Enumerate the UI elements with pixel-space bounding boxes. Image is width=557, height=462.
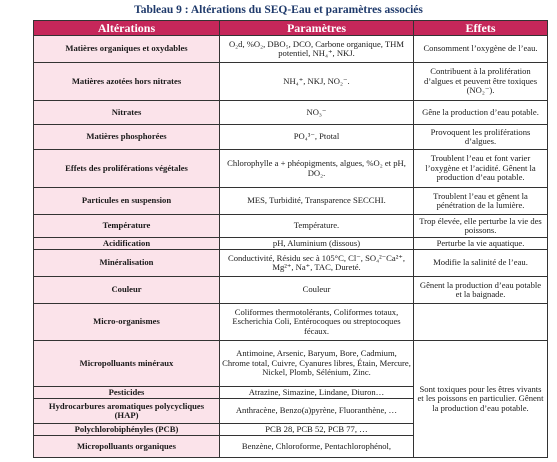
parametres-cell: Benzène, Chloroforme, Pentachlorophénol, (220, 436, 414, 458)
parametres-cell: Coliformes thermotolérants, Coliformes totaux, Escherichia Coli, Entérocoques ou streptocoques fécaux. (220, 304, 414, 341)
alteration-cell: Particules en suspension (34, 188, 220, 215)
table-row (34, 101, 548, 125)
alteration-cell: Effets des proliférations végétales (34, 150, 220, 188)
effets-cell: Troublent l’eau et gênent la pénétration de la lumière. (414, 188, 548, 215)
effets-cell: Gênent la production d’eau potable et la baignade. (414, 277, 548, 304)
alteration-cell: Acidification (34, 238, 220, 250)
parametres-cell: Anthracène, Benzo(a)pyrène, Fluoranthène, … (220, 399, 414, 424)
parametres-cell: Conductivité, Résidu sec à 105°C, Cl⁻, SO₄²⁻Ca²⁺, Mg²⁺, Na⁺, TAC, Dureté. (220, 250, 414, 277)
table-caption: Tableau 9 : Altérations du SEQ-Eau et paramètres associés (134, 4, 423, 16)
table-row (34, 304, 548, 341)
parametres-cell: pH, Aluminium (dissous) (220, 238, 414, 250)
effets-cell: Trop élevée, elle perturbe la vie des poissons. (414, 215, 548, 238)
header-parametres: Paramètres (220, 21, 414, 36)
parametres-cell: Atrazine, Simazine, Lindane, Diuron… (220, 387, 414, 399)
parametres-cell: Chlorophylle a + phéopigments, algues, %O₂ et pH, DO₂. (220, 150, 414, 188)
parametres-cell: PCB 28, PCB 52, PCB 77, … (220, 424, 414, 436)
alteration-cell: Pesticides (34, 387, 220, 399)
table-row (34, 188, 548, 215)
parametres-cell: O₂d, %O₂, DBO₅, DCO, Carbone organique, THM potentiel, NH₄⁺, NKJ. (220, 36, 414, 63)
parametres-cell: NH₄⁺, NKJ, NO₂⁻. (220, 63, 414, 101)
table-row (34, 63, 548, 101)
effets-cell: Troublent l’eau et font varier l’oxygène et l’acidité. Gênent la production d’eau potable. (414, 150, 548, 188)
alteration-cell: Matières organiques et oxydables (34, 36, 220, 63)
table-row (34, 215, 548, 238)
alteration-cell: Polychlorobiphényles (PCB) (34, 424, 220, 436)
parametres-cell: NO₃⁻ (220, 101, 414, 125)
parametres-cell: Antimoine, Arsenic, Baryum, Bore, Cadmium, Chrome total, Cuivre, Cyanures libres, Étain, Mercure, Nickel, Plomb, Sélénium, Zinc. (220, 341, 414, 387)
alteration-cell: Température (34, 215, 220, 238)
header-alterations: Altérations (34, 21, 220, 36)
alteration-cell: Matières phosphorées (34, 125, 220, 150)
effets-cell: Perturbe la vie aquatique. (414, 238, 548, 250)
table-row (34, 36, 548, 63)
effets-cell: Gêne la production d’eau potable. (414, 101, 548, 125)
alteration-cell: Minéralisation (34, 250, 220, 277)
alteration-cell: Micropolluants minéraux (34, 341, 220, 387)
effets-cell (414, 304, 548, 341)
seq-eau-table (33, 20, 548, 458)
shared-effect-cell: Sont toxiques pour les êtres vivants et les poissons en particulier. Gênent la production d’eau potable. (414, 341, 548, 458)
table-header-row (34, 21, 548, 36)
parametres-cell: Température. (220, 215, 414, 238)
table-row (34, 238, 548, 250)
parametres-cell: MES, Turbidité, Transparence SECCHI. (220, 188, 414, 215)
parametres-cell: Couleur (220, 277, 414, 304)
effets-cell: Contribuent à la prolifération d’algues et peuvent être toxiques (NO₂⁻). (414, 63, 548, 101)
header-effets: Effets (414, 21, 548, 36)
table-row (34, 341, 548, 387)
alteration-cell: Matières azotées hors nitrates (34, 63, 220, 101)
table-row (34, 250, 548, 277)
alteration-cell: Nitrates (34, 101, 220, 125)
table-row (34, 277, 548, 304)
alteration-cell: Micro-organismes (34, 304, 220, 341)
alteration-cell: Micropolluants organiques (34, 436, 220, 458)
effets-cell: Modifie la salinité de l’eau. (414, 250, 548, 277)
effets-cell: Provoquent les proliférations d’algues. (414, 125, 548, 150)
alteration-cell: Hydrocarbures aromatiques polycycliques (HAP) (34, 399, 220, 424)
alteration-cell: Couleur (34, 277, 220, 304)
table-row (34, 150, 548, 188)
effets-cell: Consomment l’oxygène de l’eau. (414, 36, 548, 63)
parametres-cell: PO₄³⁻, Ptotal (220, 125, 414, 150)
table-row (34, 125, 548, 150)
